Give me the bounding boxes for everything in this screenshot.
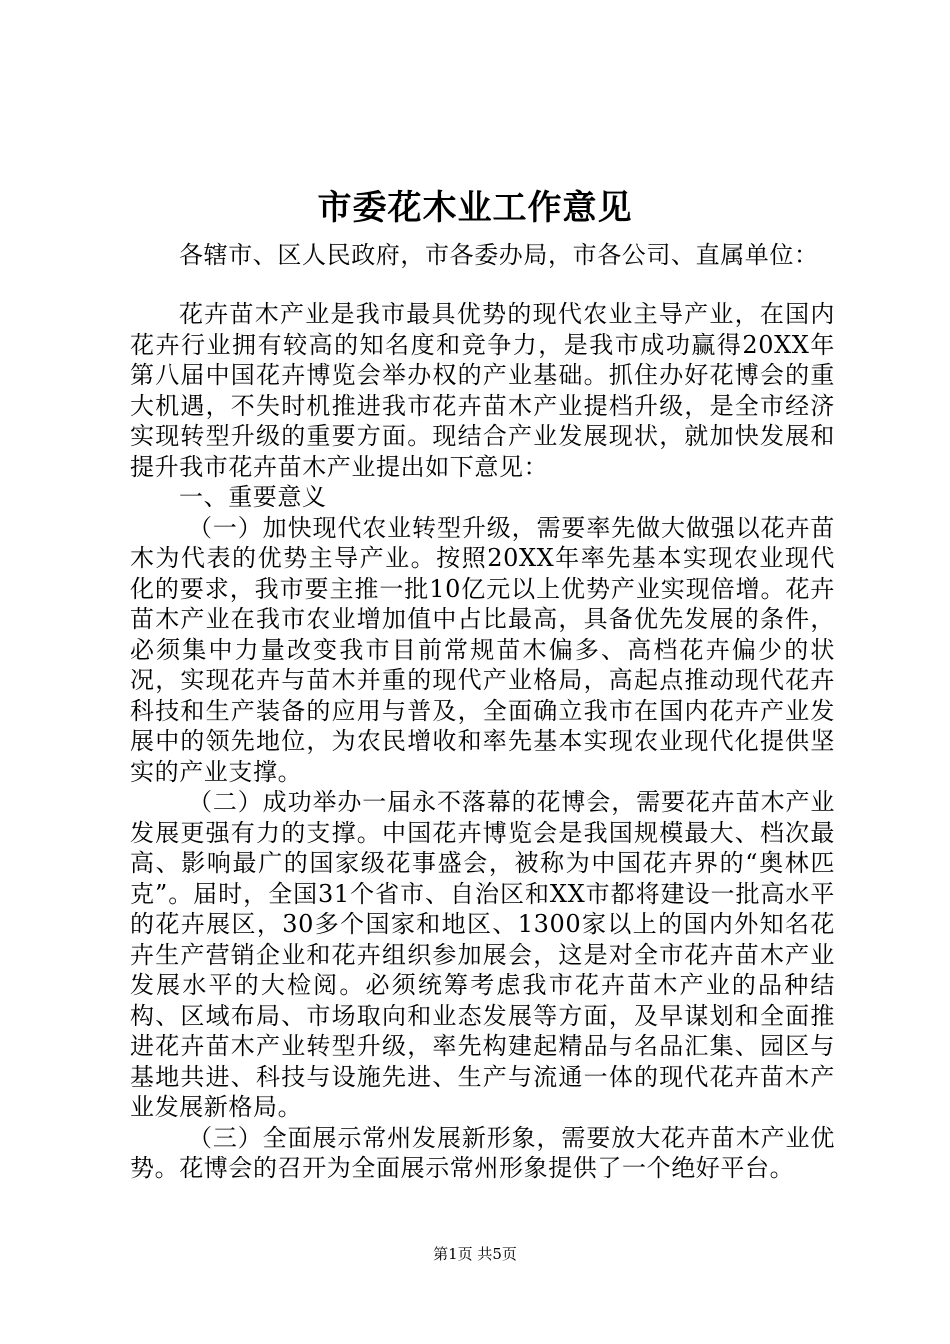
intro-paragraph: 花卉苗木产业是我市最具优势的现代农业主导产业，在国内花卉行业拥有较高的知名度和竞争力，是我市成功赢得20XX年第八届中国花卉博览会举办权的产业基础。抓住办好花博会的重大机遇，不失时机推进我市花卉苗木产业提档升级，是全市经济实现转型升级的重要方面。现结合产业发展现状，就加快发展和提升我市花卉苗木产业提出如下意见： — [130, 300, 835, 481]
body-paragraph: （二）成功举办一届永不落幕的花博会，需要花卉苗木产业发展更强有力的支撑。中国花卉博览会是我国规模最大、档次最高、影响最广的国家级花事盛会，被称为中国花卉界的“奥林匹克”。届时，全国31个省市、自治区和XX市都将建设一批高水平的花卉展区，30多个国家和地区、1300家以上的国内外知名花卉生产营销企业和花卉组织参加展会，这是对全市花卉苗木产业发展水平的大检阅。必须统筹考虑我市花卉苗木产业的品种结构、区域布局、市场取向和业态发展等方面，及早谋划和全面推进花卉苗木产业转型升级，率先构建起精品与名品汇集、园区与基地共进、科技与设施先进、生产与流通一体的现代花卉苗木产业发展新格局。 — [130, 788, 835, 1121]
addressee-line: 各辖市、区人民政府，市各委办局，市各公司、直属单位： — [179, 241, 819, 269]
document-title: 市委花木业工作意见 — [317, 188, 633, 228]
section-heading: 一、重要意义 — [179, 483, 327, 511]
page-number-footer: 第1页 共5页 — [433, 1245, 517, 1263]
document-body — [130, 299, 835, 1184]
body-paragraph: （三）全面展示常州发展新形象，需要放大花卉苗木产业优势。花博会的召开为全面展示常州形象提供了一个绝好平台。 — [130, 1123, 835, 1182]
body-paragraph: （一）加快现代农业转型升级，需要率先做大做强以花卉苗木为代表的优势主导产业。按照20XX年率先基本实现农业现代化的要求，我市要主推一批10亿元以上优势产业实现倍增。花卉苗木产业在我市农业增加值中占比最高，具备优先发展的条件，必须集中力量改变我市目前常规苗木偏多、高档花卉偏少的状况，实现花卉与苗木并重的现代产业格局，高起点推动现代花卉科技和生产装备的应用与普及，全面确立我市在国内花卉产业发展中的领先地位，为农民增收和率先基本实现农业现代化提供坚实的产业支撑。 — [130, 513, 835, 786]
